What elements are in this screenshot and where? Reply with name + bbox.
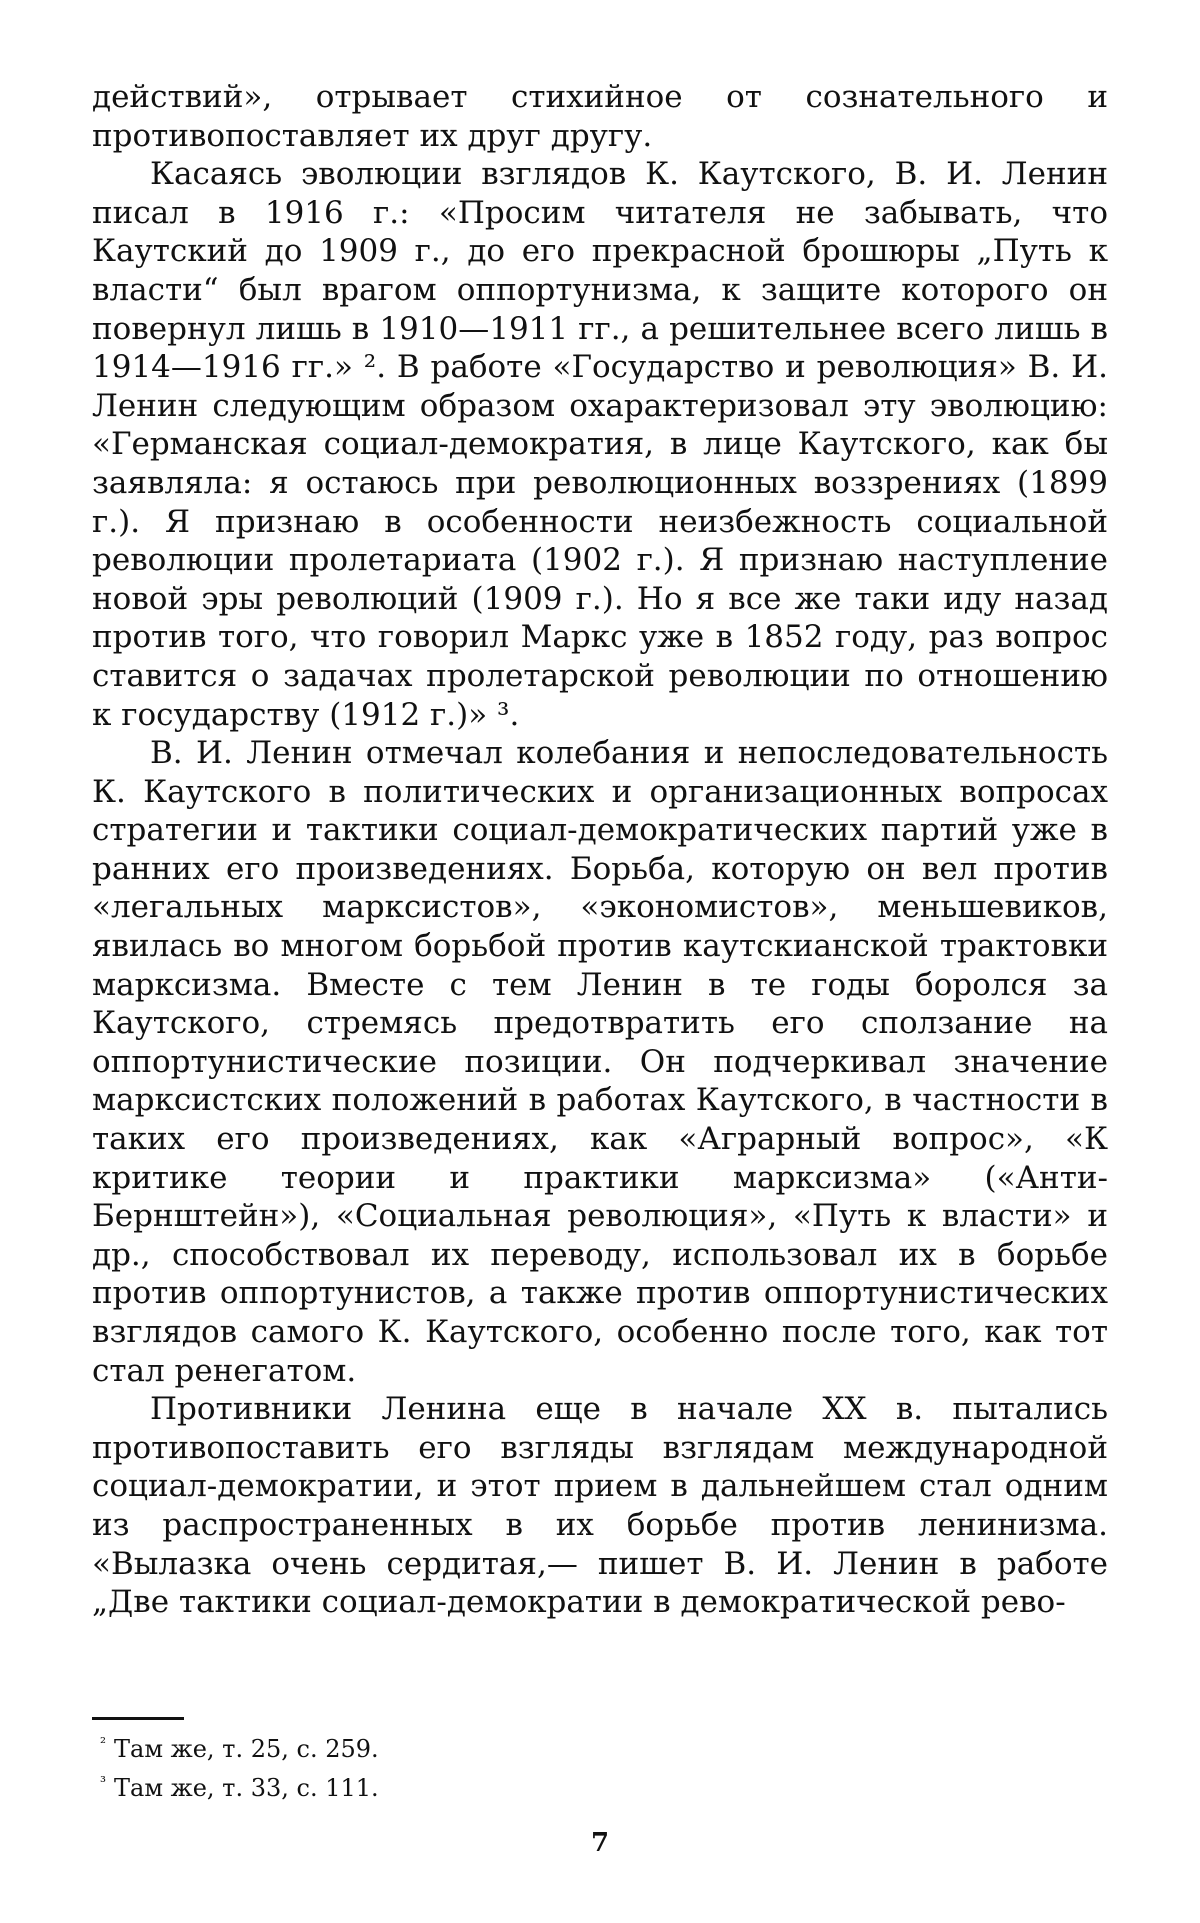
footnote-2	[100, 1727, 1000, 1766]
paragraph-3: В. И. Ленин отмечал колебания и непоследовательность К. Каутского в политических и организационных вопросах стратегии и тактики социал-демократических партий уже в ранних его произведениях. Борьба, которую он вел против «легальных марксистов», «экономистов», меньшевиков, явилась во многом борьбой против каутскианской трактовки марксизма. Вместе с тем Ленин в те годы боролся за Каутского, стремясь предотвратить его сползание на оппортунистические позиции. Он подчеркивал значение марксистских положений в работах Каутского, в частности в таких его произведениях, как «Аграрный вопрос», «К критике теории и практики марксизма» («Анти-Бернштейн»), «Социальная революция», «Путь к власти» и др., способствовал их переводу, использовал их в борьбе против оппортунистов, а также против оппортунистических взглядов самого К. Каутского, особенно после того, как тот стал ренегатом.	[92, 735, 1108, 1389]
footnote-3	[100, 1766, 1000, 1805]
footnotes	[100, 1727, 1000, 1805]
footnote-mark: ³	[100, 1773, 107, 1791]
page-number: 7	[590, 1828, 610, 1858]
footnote-divider	[92, 1717, 184, 1720]
paragraph-4: Противники Ленина еще в начале XX в. пытались противопоставить его взгляды взглядам международной социал-демократии, и этот прием в дальнейшем стал одним из распространенных в их борьбе против ленинизма. «Вылазка очень сердитая,— пишет В. И. Ленин в работе „Две тактики социал-демократии в демократической рево-	[92, 1391, 1108, 1621]
page-body	[92, 78, 1108, 1622]
paragraph-2: Касаясь эволюции взглядов К. Каутского, В. И. Ленин писал в 1916 г.: «Просим читателя не забывать, что Каутский до 1909 г., до его прекрасной брошюры „Путь к власти“ был врагом оппортунизма, к защите которого он повернул лишь в 1910—1911 гг., а решительнее всего лишь в 1914—1916 гг.» ². В работе «Государство и революция» В. И. Ленин следующим образом охарактеризовал эту эволюцию: «Германская социал-демократия, в лице Каутского, как бы заявляла: я остаюсь при революционных воззрениях (1899 г.). Я признаю в особенности неизбежность социальной революции пролетариата (1902 г.). Я признаю наступление новой эры революций (1909 г.). Но я все же таки иду назад против того, что говорил Маркс уже в 1852 году, раз вопрос ставится о задачах пролетарской революции по отношению к государству (1912 г.)» ³.	[92, 156, 1108, 733]
footnote-text: Там же, т. 33, с. 111.	[114, 1774, 379, 1802]
paragraph-1: действий», отрывает стихийное от сознательного и противопоставляет их друг другу.	[92, 79, 1108, 154]
footnote-text: Там же, т. 25, с. 259.	[114, 1735, 379, 1763]
footnote-mark: ²	[100, 1734, 107, 1752]
